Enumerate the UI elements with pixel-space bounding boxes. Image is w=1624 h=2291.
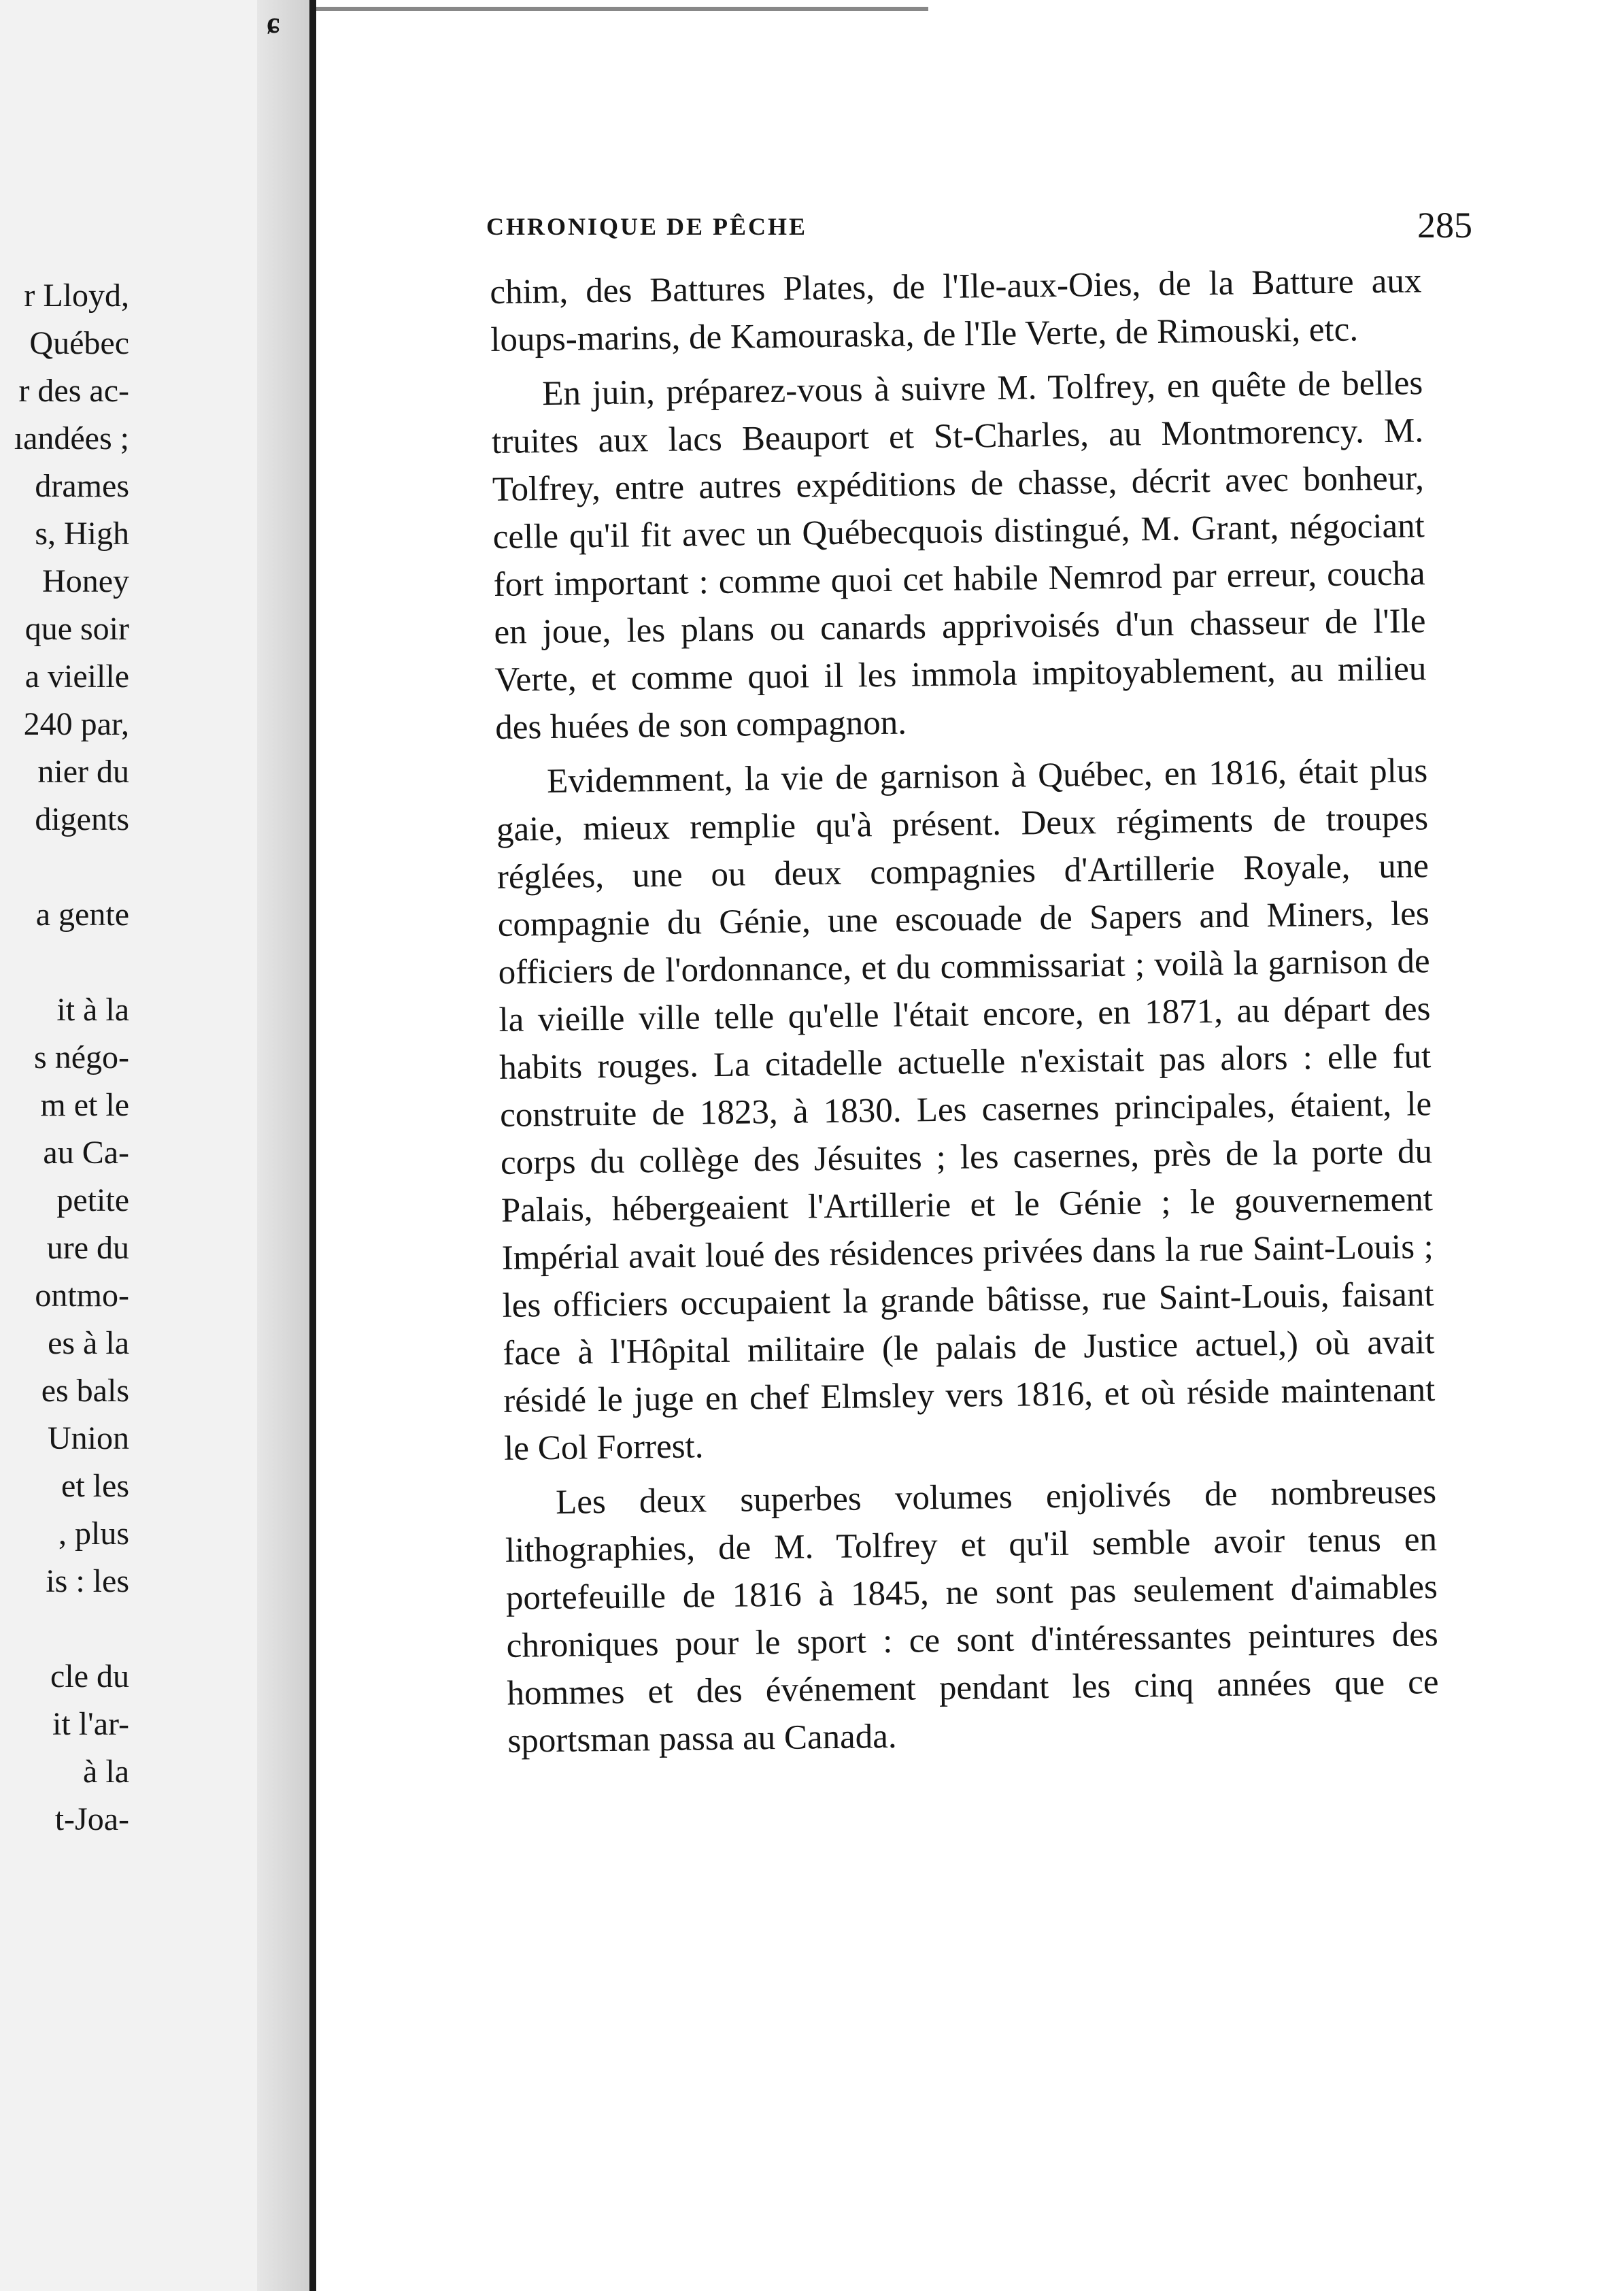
previous-page-line: m et le xyxy=(40,1087,129,1123)
paragraph: Evidemment, la vie de garnison à Québec, en 1816, était plus gaie, mieux remplie qu'à présent. Deux régiments de troupes réglées, une ou deux compagnies d'Artillerie Royale, une compagnie du Génie, une escouade de Sapers and Miners, les officiers de l'ordonnance, et du commissariat ; voilà la garnison de la vieille ville telle qu'elle l'était encore, en 1871, au départ des habits rouges. La citadelle actuelle n'existait pas alors : elle fut construite de 1823, à 1830. Les casernes principales, étaient, le corps du collège des Jésuites ; les casernes, près de la porte du Palais, hébergeaient l'Artillerie et le Génie ; le gouvernement Impérial avait loué des résidences privées dans la rue Saint-Louis ; les officiers occupaient la grande bâtisse, rue Saint-Louis, faisant face à l'Hôpital militaire (le palais de Justice actuel,) où avait résidé le juge en chef Elmsley vers 1816, et où réside maintenant le Col Forrest. xyxy=(496,752,1436,1468)
previous-page-line: cle du xyxy=(50,1658,129,1694)
previous-page-line: es bals xyxy=(41,1373,129,1409)
previous-page-line: 240 par, xyxy=(23,706,129,742)
paragraph: En juin, préparez-vous à suivre M. Tolfrey, en quête de belles truites aux lacs Beauport et St-Charles, au Montmorency. M. Tolfrey, entre autres expéditions de chasse, décrit avec bonheur, celle qu'il fit avec un Québecquois distingué, M. Grant, négociant fort important : comme quoi cet habile Nemrod par erreur, coucha en joue, les plans ou canards apprivoisés d'un chasseur de l'Ile Verte, et comme quoi il les immola impitoyablement, au milieu des huées de son compagnon. xyxy=(491,364,1427,747)
previous-page-line: digents xyxy=(35,801,129,837)
page-gutter xyxy=(309,0,316,2291)
previous-page-line: es à la xyxy=(48,1325,129,1361)
previous-page-line: ure du xyxy=(46,1230,129,1266)
previous-page-line: t-Joa- xyxy=(54,1801,129,1837)
previous-page-line: it l'ar- xyxy=(52,1706,129,1742)
previous-page-line: is : les xyxy=(46,1563,129,1599)
previous-page-line: a vieille xyxy=(24,658,129,695)
previous-page-line: drames xyxy=(35,468,129,504)
page-number: 285 xyxy=(1417,205,1472,246)
previous-page-line: Union xyxy=(48,1420,129,1456)
previous-page-line: petite xyxy=(56,1182,129,1218)
corner-mark-icon: ɕ xyxy=(267,6,280,39)
page-body xyxy=(490,257,1440,1765)
previous-page-line: nier du xyxy=(37,754,129,790)
previous-page-line: , plus xyxy=(58,1516,129,1552)
running-head-title: CHRONIQUE DE PÊCHE xyxy=(486,213,808,240)
previous-page-line: et les xyxy=(61,1468,129,1504)
previous-page-line: ontmo- xyxy=(35,1277,129,1314)
previous-page-line: Québec xyxy=(29,325,129,361)
paragraph: chim, des Battures Plates, de l'Ile-aux-Oies, de la Batture aux loups-marins, de Kamouraska, de l'Ile Verte, de Rimouski, etc. xyxy=(490,262,1422,359)
running-head xyxy=(486,204,1472,258)
previous-page xyxy=(0,0,257,2291)
previous-page-line: au Ca- xyxy=(43,1135,129,1171)
previous-page-line: que soir xyxy=(24,611,129,647)
previous-page-line: it à la xyxy=(56,992,129,1028)
previous-page-line: r des ac- xyxy=(18,373,129,409)
page-top-edge xyxy=(316,7,928,11)
previous-page-line: s, High xyxy=(35,516,129,552)
previous-page-line: à la xyxy=(83,1754,129,1790)
previous-page-line: ıandées ; xyxy=(14,420,129,456)
previous-page-line: Honey xyxy=(42,563,129,599)
gutter-shadow xyxy=(257,0,309,2291)
previous-page-line: a gente xyxy=(35,897,129,933)
previous-page-line: r Lloyd, xyxy=(24,278,129,314)
previous-page-line: s négo- xyxy=(34,1039,129,1075)
paragraph: Les deux superbes volumes enjolivés de nombreuses lithographies, de M. Tolfrey et qu'il semble avoir tenus en portefeuille de 1816 à 1845, ne sont pas seulement d'aimables chroniques pour le sport : ce sont d'intéressantes peintures des hommes et des événement pendant les cinq années que ce sportsman passa au Canada. xyxy=(505,1473,1439,1760)
